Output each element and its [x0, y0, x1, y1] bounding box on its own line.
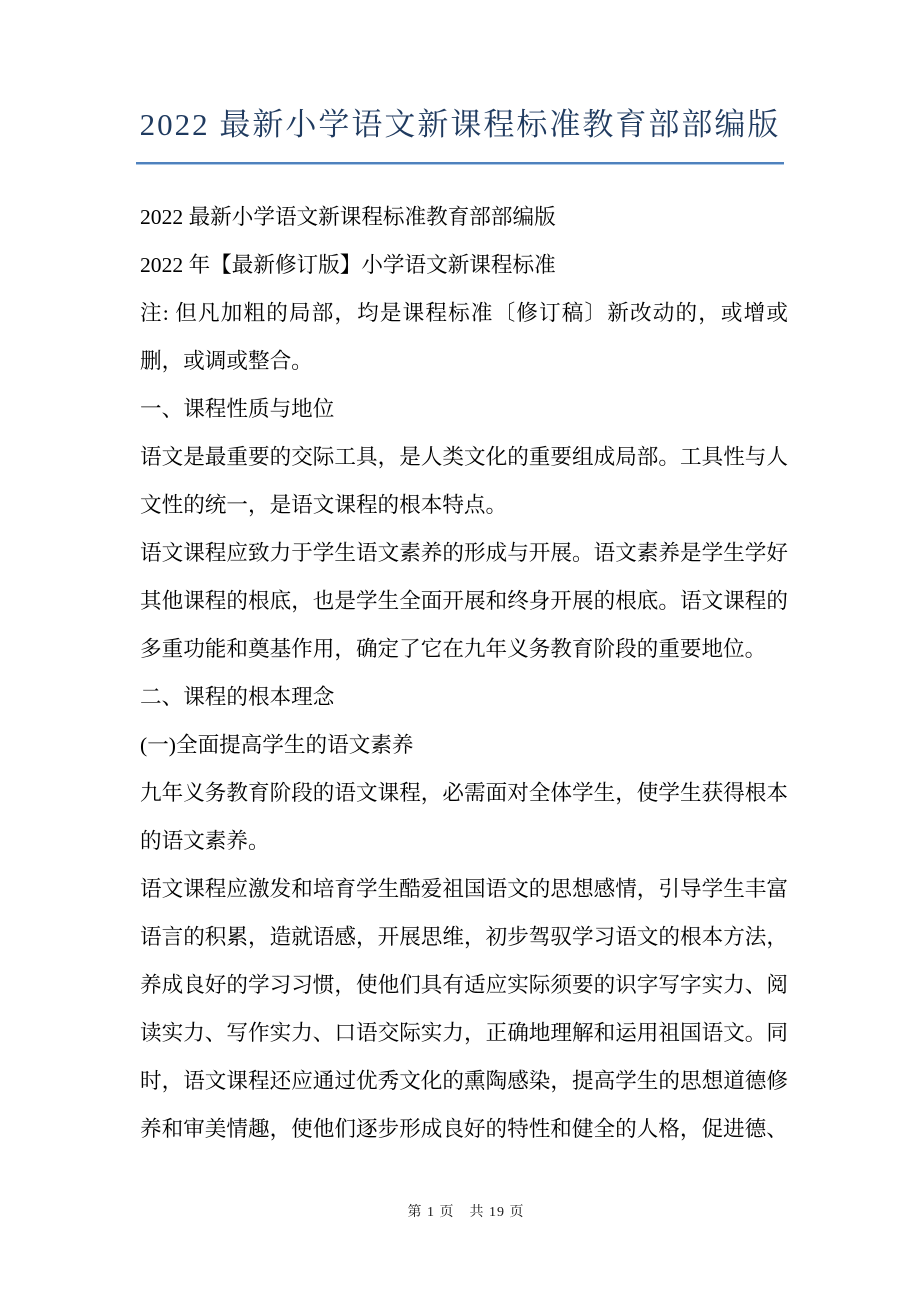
paragraph: 九年义务教育阶段的语文课程，必需面对全体学生，使学生获得根本的语文素养。 — [140, 781, 788, 853]
title-divider — [136, 162, 784, 165]
paragraph: 2022 最新小学语文新课程标准教育部部编版 — [140, 205, 556, 229]
paragraph: 二、课程的根本理念 — [140, 685, 335, 709]
paragraph: (一)全面提高学生的语文素养 — [140, 733, 414, 757]
page-number-label: 第 1 页 共 19 页 — [407, 1205, 525, 1220]
paragraph: 2022 年【最新修订版】小学语文新课程标准 — [140, 253, 556, 277]
paragraph: 一、课程性质与地位 — [140, 397, 335, 421]
paragraph: 注: 但凡加粗的局部，均是课程标准〔修订稿〕新改动的，或增或删，或调或整合。 — [140, 301, 788, 373]
paragraph: 语文是最重要的交际工具，是人类文化的重要组成局部。工具性与人文性的统一，是语文课程的根本特点。 — [140, 445, 788, 517]
document-body — [140, 193, 788, 1153]
paragraph: 语文课程应激发和培育学生酷爱祖国语文的思想感情，引导学生丰富语言的积累，造就语感，开展思维，初步驾驭学习语文的根本方法，养成良好的学习习惯，使他们具有适应实际须要的识字写字实力、阅读实力、写作实力、口语交际实力，正确地理解和运用祖国语文。同时，语文课程还应通过优秀文化的熏陶感染，提高学生的思想道德修养和审美情趣，使他们逐步形成良好的特性和健全的人格，促进德、 — [140, 877, 788, 1141]
paragraph: 语文课程应致力于学生语文素养的形成与开展。语文素养是学生学好其他课程的根底，也是学生全面开展和终身开展的根底。语文课程的多重功能和奠基作用，确定了它在九年义务教育阶段的重要地位。 — [140, 541, 788, 661]
page-footer — [0, 1202, 920, 1224]
page-title: 2022 最新小学语文新课程标准教育部部编版 — [139, 107, 781, 142]
